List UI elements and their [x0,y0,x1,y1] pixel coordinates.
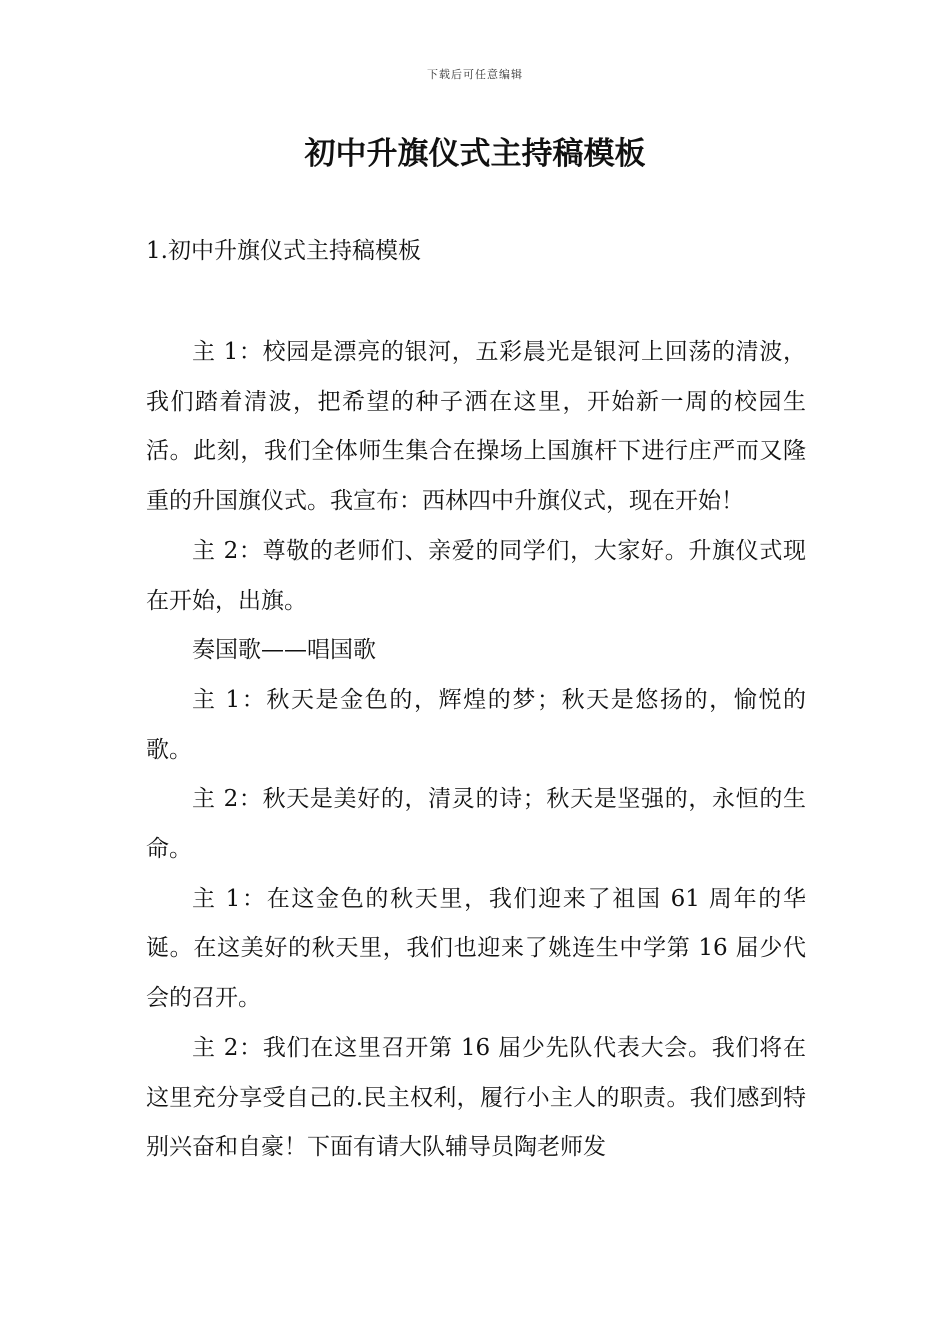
paragraph: 奏国歌——唱国歌 [192,637,376,664]
document-title: 初中升旗仪式主持稿模板 [304,136,646,172]
section-heading: 1.初中升旗仪式主持稿模板 [146,238,421,264]
paragraph: 主 1：在这金色的秋天里，我们迎来了祖国 61 周年的华诞。在这美好的秋天里，我们也迎来了姚连生中学第 16 届少代会的召开。 [146,885,806,1012]
paragraph: 主 2：我们在这里召开第 16 届少先队代表大会。我们将在这里充分享受自己的.民主权利，履行小主人的职责。我们感到特别兴奋和自豪！下面有请大队辅导员陶老师发 [146,1034,806,1161]
paragraph: 主 1：秋天是金色的，辉煌的梦；秋天是悠扬的，愉悦的歌。 [146,686,806,763]
paragraph: 主 1：校园是漂亮的银河，五彩晨光是银河上回荡的清波，我们踏着清波，把希望的种子洒在这里，开始新一周的校园生活。此刻，我们全体师生集合在操场上国旗杆下进行庄严而又隆重的升国旗仪式。我宣布：西林四中升旗仪式，现在开始！ [146,339,806,515]
paragraph: 主 2：秋天是美好的，清灵的诗；秋天是坚强的，永恒的生命。 [146,786,806,863]
paragraph: 主 2：尊敬的老师们、亲爱的同学们，大家好。升旗仪式现在开始，出旗。 [146,537,806,614]
document-body [146,328,806,1173]
header-note: 下载后可任意编辑 [427,68,523,81]
